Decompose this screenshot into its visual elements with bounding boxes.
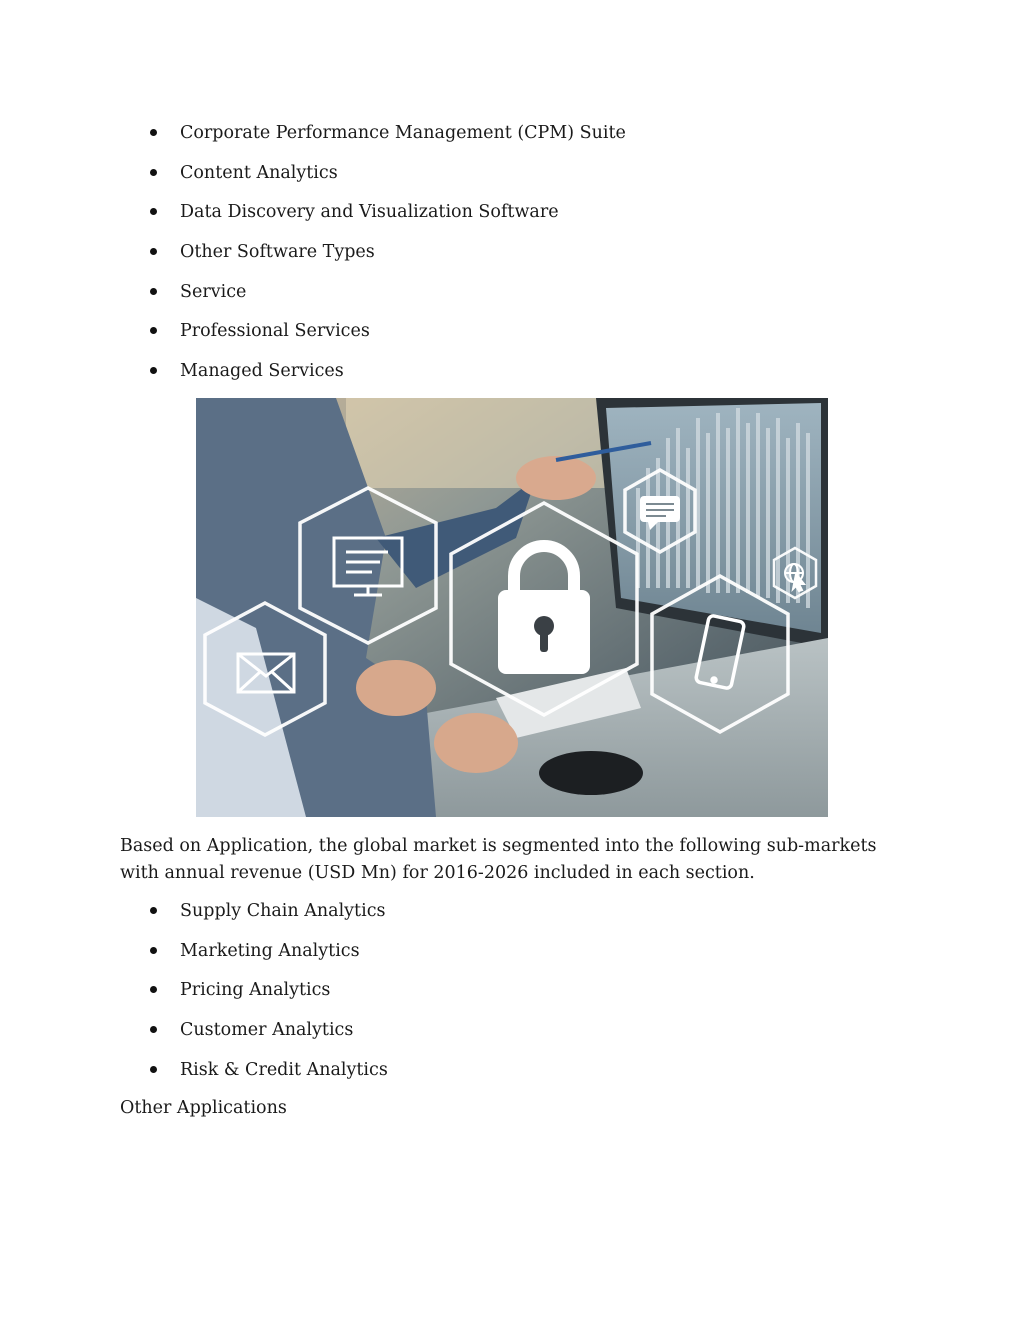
document-page: Corporate Performance Management (CPM) Suite Content Analytics Data Discovery and Visualization Software Other Software Types Service Professional Services Managed Services Based on Application, the global market is segmented into the following sub-markets with annual revenue (USD Mn) for 2016-2026 included in each section. Supply Chain Analytics Marketing Analytics Pricing Analytics Customer Analytics Risk & Credit Analytics Other Applications xyxy=(0,0,1024,1325)
bullet-icon xyxy=(150,986,157,993)
bullet-icon xyxy=(150,248,157,255)
application-intro-paragraph: Based on Application, the global market is segmented into the following sub-markets with annual revenue (USD Mn) for 2016-2026 included in each section. xyxy=(120,836,877,883)
bullet-icon xyxy=(150,1026,157,1033)
bullet-icon xyxy=(150,208,157,215)
bullet-icon xyxy=(150,288,157,295)
other-applications-text: Other Applications xyxy=(120,1098,287,1118)
bullet-icon xyxy=(150,129,157,136)
bullet-icon xyxy=(150,907,157,914)
bullet-icon xyxy=(150,947,157,954)
bullet-icon xyxy=(150,1066,157,1073)
bullet-icon xyxy=(150,367,157,374)
bullet-icon xyxy=(150,327,157,334)
security-analytics-photo xyxy=(196,398,828,817)
bullet-icon xyxy=(150,169,157,176)
